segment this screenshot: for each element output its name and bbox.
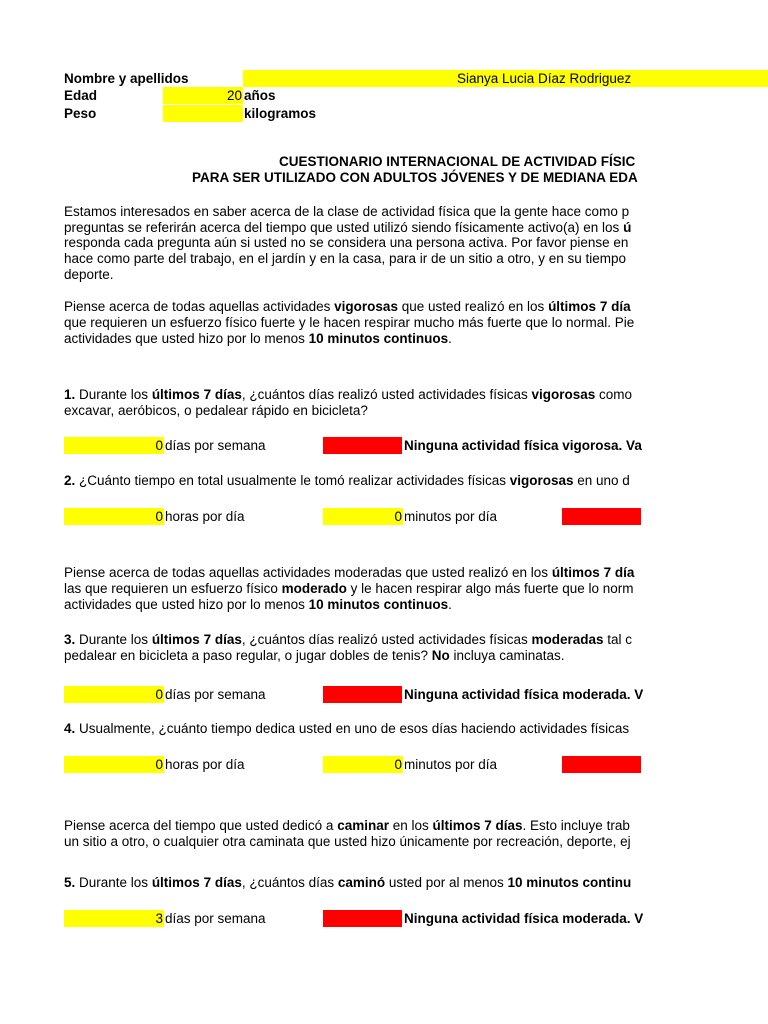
q3-alert-cell — [323, 686, 402, 703]
intro-line-1: Estamos interesados en saber acerca de la clase de actividad física que la gente hace como p — [64, 204, 630, 219]
walk-intro-bold-days: últimos 7 días — [432, 818, 523, 833]
q1-number: 1. — [64, 387, 76, 402]
q3-days-input[interactable]: 0 — [64, 686, 164, 703]
q4-hours-input[interactable]: 0 — [64, 756, 164, 773]
walk-intro-text-e: . Esto incluye trab — [522, 818, 630, 833]
title-line-1: CUESTIONARIO INTERNACIONAL DE ACTIVIDAD FÍSIC — [279, 154, 636, 169]
mod-intro-bold-days: últimos 7 día — [551, 565, 635, 580]
q4-text-a: Usualmente, ¿cuánto tiempo dedica usted en uno de esos días haciendo actividades físicas — [75, 721, 630, 736]
age-cell[interactable]: 20 — [163, 87, 243, 104]
name-cell[interactable] — [243, 70, 768, 87]
q3-text-2a: pedalear en bicicleta a paso regular, o jugar dobles de tenis? — [64, 648, 432, 663]
q3-note: Ninguna actividad física moderada. V — [404, 687, 643, 702]
q5-text-e: usted por al menos — [385, 875, 508, 890]
q4-hours-unit: horas por día — [165, 757, 245, 772]
weight-label: Peso — [64, 106, 97, 121]
q2-hours-input[interactable]: 0 — [64, 508, 164, 525]
mod-intro-text-2a: las que requieren un esfuerzo físico — [64, 581, 282, 596]
q5-alert-cell — [323, 910, 402, 927]
q1-line-2: excavar, aeróbicos, o pedalear rápido en bicicleta? — [64, 403, 368, 418]
intro-line-2-text: preguntas se referirán acerca del tiempo que usted utilizó siendo físicamente activo(a) en los — [64, 220, 624, 235]
q3-text-c: , ¿cuántos días realizó usted actividades físicas — [241, 632, 532, 647]
q5-text-c: , ¿cuántos días — [241, 875, 338, 890]
title-line-2: PARA SER UTILIZADO CON ADULTOS JÓVENES Y DE MEDIANA EDA — [192, 170, 638, 185]
vig-intro-line-2: que requieren un esfuerzo físico fuerte y le hacen respirar mucho más fuerte que lo normal. Pie — [64, 315, 635, 330]
q3-bold-days: últimos 7 días — [151, 632, 242, 647]
q5-bold-camino: caminó — [337, 875, 386, 890]
q4-alert-cell — [562, 756, 641, 773]
q2-minutes-unit: minutos por día — [404, 509, 498, 524]
walk-intro-text-a: Piense acerca del tiempo que usted dedicó a — [64, 818, 338, 833]
intro-line-3: responda cada pregunta aún si usted no se considera una persona activa. Por favor piense en — [64, 235, 629, 250]
q5-number: 5. — [64, 875, 76, 890]
vig-intro-text-c: que usted realizó en los — [397, 299, 549, 314]
q3-unit: días por semana — [165, 687, 266, 702]
q2-text-c: en uno d — [573, 473, 630, 488]
walk-intro-bold-caminar: caminar — [337, 818, 389, 833]
weight-unit: kilogramos — [244, 106, 317, 121]
q2-alert-cell — [562, 508, 641, 525]
mod-intro-text-2c: y le hacen respirar algo más fuerte que lo norm — [346, 581, 634, 596]
vig-intro-text-3c: . — [448, 331, 452, 346]
q1-alert-cell — [323, 437, 402, 454]
walk-intro-text-c: en los — [388, 818, 433, 833]
q3-number: 3. — [64, 632, 76, 647]
q3-text-a: Durante los — [75, 632, 152, 647]
q3-bold-moderadas: moderadas — [531, 632, 604, 647]
vig-intro-text-a: Piense acerca de todas aquellas actividades — [64, 299, 335, 314]
q3-line-1 — [64, 631, 643, 648]
intro-line-5: deporte. — [64, 267, 114, 282]
q3-line-2 — [64, 647, 643, 664]
vig-intro-text-3a: actividades que usted hizo por lo menos — [64, 331, 309, 346]
q5-note: Ninguna actividad física moderada. V — [404, 911, 643, 926]
age-label: Edad — [64, 88, 98, 103]
mod-intro-line-3 — [64, 596, 643, 613]
q2-minutes-input[interactable]: 0 — [323, 508, 403, 525]
weight-cell[interactable] — [163, 105, 243, 122]
q1-bold-days: últimos 7 días — [151, 387, 242, 402]
q5-bold-days: últimos 7 días — [151, 875, 242, 890]
walk-intro-line-1 — [64, 817, 643, 834]
mod-intro-bold-minutes: 10 minutos continuos — [308, 597, 449, 612]
vig-intro-line-3 — [64, 330, 643, 347]
q5-text-a: Durante los — [75, 875, 152, 890]
vig-intro-line-1 — [64, 298, 643, 315]
mod-intro-text-a: Piense acerca de todas aquellas actividades moderadas que usted realizó en los — [64, 565, 552, 580]
q3-bold-no: No — [431, 648, 450, 663]
mod-intro-text-3c: . — [448, 597, 452, 612]
q4-minutes-unit: minutos por día — [404, 757, 498, 772]
q4-number: 4. — [64, 721, 76, 736]
q3-text-e: tal c — [603, 632, 633, 647]
q2-hours-unit: horas por día — [165, 509, 245, 524]
q5-line-1 — [64, 874, 643, 891]
q1-days-input[interactable]: 0 — [64, 437, 164, 454]
q1-line-1 — [64, 386, 643, 403]
q1-bold-vigorosas: vigorosas — [531, 387, 596, 402]
q2-line-1 — [64, 472, 643, 489]
q5-unit: días por semana — [165, 911, 266, 926]
walk-intro-line-2: un sitio a otro, o cualquier otra caminata que usted hizo únicamente por recreación, deporte, ej — [64, 834, 631, 849]
q3-text-2c: incluya caminatas. — [449, 648, 565, 663]
mod-intro-text-3a: actividades que usted hizo por lo menos — [64, 597, 309, 612]
q5-days-input[interactable]: 3 — [64, 910, 164, 927]
mod-intro-bold-moderado: moderado — [281, 581, 347, 596]
q1-text-a: Durante los — [75, 387, 152, 402]
q2-number: 2. — [64, 473, 76, 488]
age-unit: años — [244, 88, 276, 103]
mod-intro-line-1 — [64, 564, 643, 581]
q1-unit: días por semana — [165, 438, 266, 453]
q1-text-e: como — [595, 387, 633, 402]
q2-text-a: ¿Cuánto tiempo en total usualmente le tomó realizar actividades físicas — [75, 473, 510, 488]
q1-note: Ninguna actividad física vigorosa. Va — [404, 438, 642, 453]
intro-line-4: hace como parte del trabajo, en el jardín y en la casa, para ir de un sitio a otro, y en su tiempo — [64, 251, 627, 266]
q4-minutes-input[interactable]: 0 — [323, 756, 403, 773]
vig-intro-bold-days: últimos 7 día — [548, 299, 631, 314]
q5-bold-minutes: 10 minutos continu — [507, 875, 632, 890]
vig-intro-bold-minutes: 10 minutos continuos — [308, 331, 449, 346]
name-value: Sianya Lucia Díaz Rodriguez — [457, 71, 632, 86]
q4-line-1 — [64, 720, 643, 737]
name-label: Nombre y apellidos — [64, 71, 189, 86]
mod-intro-line-2 — [64, 580, 643, 597]
q2-bold-vigorosas: vigorosas — [509, 473, 574, 488]
q1-text-c: , ¿cuántos días realizó usted actividades físicas — [241, 387, 532, 402]
intro-line-2-bold: ú — [623, 220, 632, 235]
vig-intro-bold-vigorosas: vigorosas — [334, 299, 398, 314]
